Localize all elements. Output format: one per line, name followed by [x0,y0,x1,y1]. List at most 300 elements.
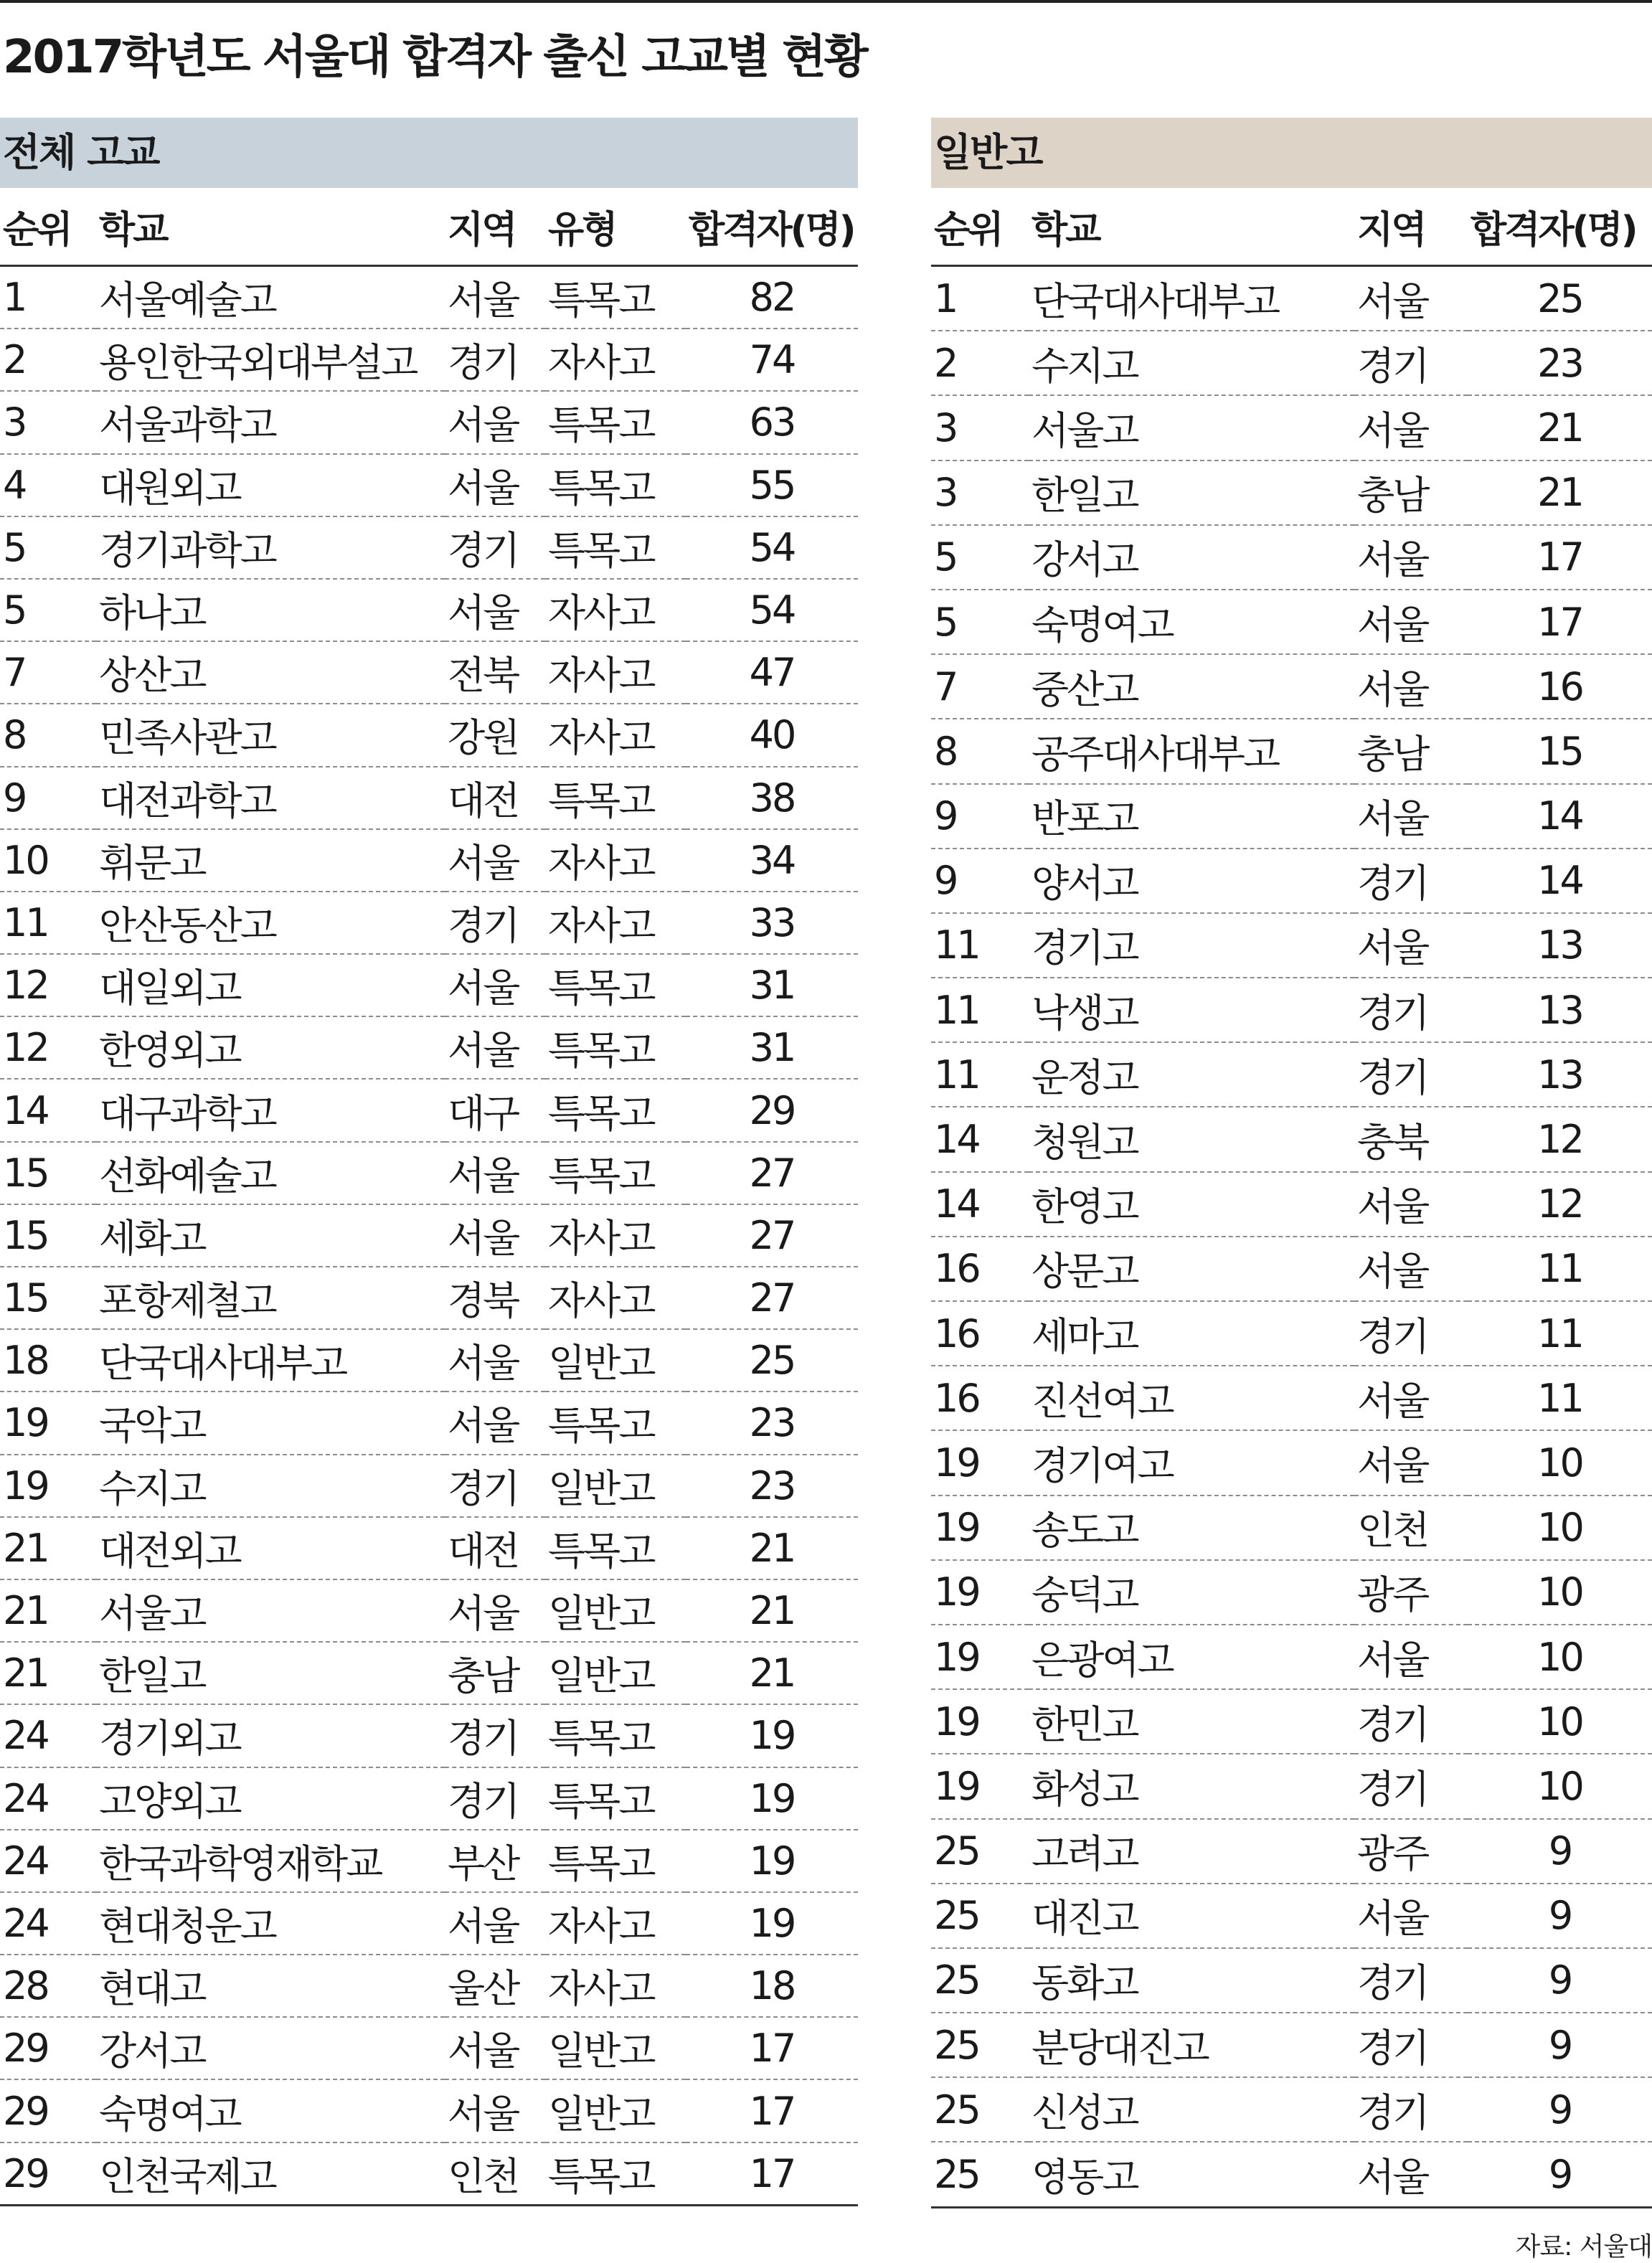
region-cell: 경기 [1354,1948,1468,2013]
school-cell: 포항제철고 [96,1267,445,1329]
type-cell: 특목고 [545,1830,686,1892]
admits-cell: 14 [1468,784,1652,849]
table-row [931,1172,1652,1237]
type-cell: 자사고 [545,704,686,766]
all-schools-heading: 전체 고교 [0,118,858,188]
all-schools-panel [0,118,858,2206]
region-cell: 서울 [445,1579,545,1642]
admits-cell: 15 [1468,719,1652,783]
school-cell: 공주대사대부고 [1029,719,1354,783]
type-cell: 일반고 [545,2079,686,2142]
admits-cell: 10 [1468,1430,1652,1495]
admits-cell: 21 [1468,395,1652,460]
admits-cell: 11 [1468,1237,1652,1301]
table-row [931,1625,1652,1689]
region-cell: 서울 [1354,1366,1468,1430]
region-cell: 인천 [1354,1496,1468,1560]
rank-cell: 21 [0,1579,96,1642]
school-cell: 중산고 [1029,654,1354,719]
rank-cell: 21 [0,1642,96,1704]
general-schools-rows [931,266,1652,2208]
school-cell: 안산동산고 [96,892,445,954]
table-row [0,1579,858,1642]
admits-cell: 19 [686,1704,858,1767]
admits-cell: 10 [1468,1496,1652,1560]
rank-cell: 3 [931,395,1029,460]
table-row [0,1704,858,1767]
col-header-rank: 순위 [931,188,1029,266]
region-cell: 대전 [445,767,545,829]
table-row [0,1517,858,1579]
admits-cell: 11 [1468,1366,1652,1430]
region-cell: 강원 [445,704,545,766]
school-cell: 수지고 [1029,331,1354,395]
rank-cell: 10 [0,829,96,892]
school-cell: 현대고 [96,1955,445,2017]
col-header-region: 지역 [445,188,545,266]
school-cell: 용인한국외대부설고 [96,329,445,391]
rank-cell: 19 [931,1496,1029,1560]
rank-cell: 12 [0,1016,96,1079]
all-schools-rows [0,266,858,2206]
rank-cell: 16 [931,1237,1029,1301]
col-header-school: 학교 [96,188,445,266]
type-cell: 특목고 [545,2142,686,2206]
admits-cell: 27 [686,1204,858,1267]
region-cell: 경기 [445,892,545,954]
region-cell: 경기 [1354,1042,1468,1107]
admits-cell: 10 [1468,1560,1652,1625]
col-header-admits: 합격자(명) [686,188,858,266]
table-row [931,2142,1652,2207]
table-row [931,1884,1652,1948]
admits-cell: 54 [686,516,858,579]
rank-cell: 25 [931,2077,1029,2142]
region-cell: 충남 [445,1642,545,1704]
admits-cell: 21 [686,1517,858,1579]
region-cell: 경기 [445,329,545,391]
type-cell: 일반고 [545,1455,686,1517]
region-cell: 충북 [1354,1107,1468,1171]
table-header-row [0,188,858,266]
school-cell: 휘문고 [96,829,445,892]
admits-cell: 16 [1468,654,1652,719]
admits-cell: 9 [1468,2077,1652,2142]
school-cell: 서울예술고 [96,266,445,329]
rank-cell: 5 [931,590,1029,654]
type-cell: 특목고 [545,1517,686,1579]
admits-cell: 13 [1468,978,1652,1042]
region-cell: 울산 [445,1955,545,2017]
rank-cell: 11 [931,913,1029,978]
rank-cell: 11 [931,1042,1029,1107]
region-cell: 서울 [445,1329,545,1392]
type-cell: 특목고 [545,454,686,516]
table-row [0,1079,858,1141]
rank-cell: 8 [931,719,1029,783]
type-cell: 자사고 [545,829,686,892]
table-row [0,892,858,954]
rank-cell: 19 [931,1689,1029,1754]
rank-cell: 25 [931,1819,1029,1884]
region-cell: 서울 [1354,1430,1468,1495]
school-cell: 인천국제고 [96,2142,445,2206]
rank-cell: 19 [931,1430,1029,1495]
type-cell: 자사고 [545,329,686,391]
school-cell: 대전외고 [96,1517,445,1579]
school-cell: 세화고 [96,1204,445,1267]
table-row [0,2017,858,2079]
region-cell: 서울 [1354,266,1468,331]
school-cell: 한민고 [1029,1689,1354,1754]
region-cell: 서울 [1354,1172,1468,1237]
rank-cell: 29 [0,2142,96,2206]
col-header-school: 학교 [1029,188,1354,266]
rank-cell: 5 [0,579,96,641]
rank-cell: 1 [931,266,1029,331]
region-cell: 경기 [445,1455,545,1517]
admits-cell: 9 [1468,1819,1652,1884]
table-row [931,266,1652,331]
admits-cell: 17 [686,2079,858,2142]
type-cell: 특목고 [545,516,686,579]
rank-cell: 5 [931,525,1029,590]
region-cell: 서울 [1354,784,1468,849]
rank-cell: 2 [0,329,96,391]
type-cell: 일반고 [545,2017,686,2079]
region-cell: 서울 [445,829,545,892]
rank-cell: 9 [0,767,96,829]
type-cell: 특목고 [545,767,686,829]
rank-cell: 7 [0,641,96,704]
type-cell: 자사고 [545,1204,686,1267]
rank-cell: 8 [0,704,96,766]
type-cell: 자사고 [545,1955,686,2017]
region-cell: 서울 [445,454,545,516]
admits-cell: 12 [1468,1172,1652,1237]
region-cell: 서울 [1354,654,1468,719]
rank-cell: 28 [0,1955,96,2017]
rank-cell: 19 [931,1754,1029,1818]
school-cell: 강서고 [1029,525,1354,590]
table-row [0,1016,858,1079]
rank-cell: 14 [0,1079,96,1141]
admits-cell: 25 [686,1329,858,1392]
region-cell: 경기 [1354,849,1468,913]
type-cell: 특목고 [545,1079,686,1141]
admits-cell: 31 [686,954,858,1016]
region-cell: 경기 [1354,331,1468,395]
table-row [931,719,1652,783]
admits-cell: 12 [1468,1107,1652,1171]
school-cell: 신성고 [1029,2077,1354,2142]
school-cell: 단국대사대부고 [1029,266,1354,331]
table-row [931,525,1652,590]
school-cell: 숙명여고 [96,2079,445,2142]
table-row [931,1560,1652,1625]
admits-cell: 27 [686,1267,858,1329]
school-cell: 하나고 [96,579,445,641]
region-cell: 경기 [1354,1689,1468,1754]
school-cell: 경기과학고 [96,516,445,579]
admits-cell: 10 [1468,1754,1652,1818]
school-cell: 대진고 [1029,1884,1354,1948]
col-header-region: 지역 [1354,188,1468,266]
admits-cell: 25 [1468,266,1652,331]
rank-cell: 15 [0,1142,96,1204]
school-cell: 대원외고 [96,454,445,516]
type-cell: 자사고 [545,641,686,704]
region-cell: 서울 [1354,1625,1468,1689]
region-cell: 서울 [1354,395,1468,460]
rank-cell: 15 [0,1267,96,1329]
region-cell: 경기 [445,1767,545,1830]
table-row [931,1366,1652,1430]
admits-cell: 38 [686,767,858,829]
table-row [0,641,858,704]
type-cell: 특목고 [545,1767,686,1830]
table-row [931,2077,1652,2142]
col-header-type: 유형 [545,188,686,266]
table-row [931,395,1652,460]
rank-cell: 25 [931,1948,1029,2013]
table-row [931,1237,1652,1301]
admits-cell: 23 [686,1455,858,1517]
table-row [0,454,858,516]
table-row [0,954,858,1016]
school-cell: 청원고 [1029,1107,1354,1171]
table-row [931,331,1652,395]
all-schools-table [0,188,858,2206]
admits-cell: 17 [1468,525,1652,590]
rank-cell: 16 [931,1301,1029,1366]
school-cell: 수지고 [96,1455,445,1517]
school-cell: 한일고 [1029,460,1354,525]
region-cell: 경기 [1354,978,1468,1042]
top-rule [0,0,1652,3]
admits-cell: 31 [686,1016,858,1079]
region-cell: 대전 [445,1517,545,1579]
page-title: 2017학년도 서울대 합격자 출신 고교별 현황 [3,31,867,84]
school-cell: 송도고 [1029,1496,1354,1560]
general-schools-heading: 일반고 [931,118,1652,188]
table-row [0,516,858,579]
rank-cell: 11 [0,892,96,954]
col-header-rank: 순위 [0,188,96,266]
admits-cell: 21 [686,1579,858,1642]
school-cell: 숭덕고 [1029,1560,1354,1625]
admits-cell: 13 [1468,1042,1652,1107]
region-cell: 경기 [445,1704,545,1767]
school-cell: 낙생고 [1029,978,1354,1042]
school-cell: 단국대사대부고 [96,1329,445,1392]
table-row [0,1955,858,2017]
admits-cell: 17 [686,2017,858,2079]
school-cell: 동화고 [1029,1948,1354,2013]
region-cell: 서울 [1354,590,1468,654]
school-cell: 한영외고 [96,1016,445,1079]
admits-cell: 9 [1468,1948,1652,2013]
type-cell: 자사고 [545,1267,686,1329]
school-cell: 분당대진고 [1029,2013,1354,2077]
rank-cell: 25 [931,2142,1029,2207]
admits-cell: 14 [1468,849,1652,913]
table-row [0,1204,858,1267]
table-row [0,329,858,391]
table-row [0,266,858,329]
table-row [0,2142,858,2206]
type-cell: 자사고 [545,1892,686,1955]
admits-cell: 54 [686,579,858,641]
region-cell: 전북 [445,641,545,704]
school-cell: 민족사관고 [96,704,445,766]
region-cell: 서울 [1354,525,1468,590]
table-row [0,1267,858,1329]
region-cell: 인천 [445,2142,545,2206]
region-cell: 충남 [1354,719,1468,783]
region-cell: 경기 [1354,1754,1468,1818]
rank-cell: 9 [931,784,1029,849]
table-row [931,1042,1652,1107]
table-header-row [931,188,1652,266]
rank-cell: 3 [931,460,1029,525]
admits-cell: 63 [686,391,858,453]
admits-cell: 74 [686,329,858,391]
school-cell: 한영고 [1029,1172,1354,1237]
admits-cell: 29 [686,1079,858,1141]
type-cell: 일반고 [545,1642,686,1704]
admits-cell: 23 [686,1392,858,1454]
type-cell: 특목고 [545,391,686,453]
admits-cell: 19 [686,1767,858,1830]
region-cell: 대구 [445,1079,545,1141]
rank-cell: 15 [0,1204,96,1267]
table-row [931,1754,1652,1818]
rank-cell: 21 [0,1517,96,1579]
school-cell: 대일외고 [96,954,445,1016]
school-cell: 한국과학영재학교 [96,1830,445,1892]
region-cell: 광주 [1354,1819,1468,1884]
table-row [931,1819,1652,1884]
admits-cell: 21 [1468,460,1652,525]
school-cell: 반포고 [1029,784,1354,849]
admits-cell: 19 [686,1830,858,1892]
region-cell: 서울 [445,1392,545,1454]
region-cell: 서울 [445,1016,545,1079]
region-cell: 서울 [445,391,545,453]
table-row [0,829,858,892]
table-row [931,1301,1652,1366]
rank-cell: 19 [0,1392,96,1454]
rank-cell: 29 [0,2017,96,2079]
school-cell: 영동고 [1029,2142,1354,2207]
admits-cell: 9 [1468,2142,1652,2207]
region-cell: 서울 [445,2017,545,2079]
school-cell: 서울고 [1029,395,1354,460]
rank-cell: 19 [931,1560,1029,1625]
rank-cell: 9 [931,849,1029,913]
school-cell: 진선여고 [1029,1366,1354,1430]
admits-cell: 9 [1468,1884,1652,1948]
table-row [931,1689,1652,1754]
school-cell: 대구과학고 [96,1079,445,1141]
table-row [931,590,1652,654]
table-row [0,1892,858,1955]
admits-cell: 19 [686,1892,858,1955]
table-row [931,913,1652,978]
table-row [931,2013,1652,2077]
admits-cell: 21 [686,1642,858,1704]
region-cell: 서울 [445,579,545,641]
type-cell: 특목고 [545,1704,686,1767]
school-cell: 선화예술고 [96,1142,445,1204]
school-cell: 양서고 [1029,849,1354,913]
school-cell: 서울과학고 [96,391,445,453]
table-row [0,1642,858,1704]
school-cell: 서울고 [96,1579,445,1642]
region-cell: 충남 [1354,460,1468,525]
admits-cell: 10 [1468,1689,1652,1754]
region-cell: 서울 [1354,1884,1468,1948]
rank-cell: 16 [931,1366,1029,1430]
table-row [931,849,1652,913]
school-cell: 고려고 [1029,1819,1354,1884]
table-row [931,1496,1652,1560]
admits-cell: 27 [686,1142,858,1204]
admits-cell: 13 [1468,913,1652,978]
table-row [0,1329,858,1392]
region-cell: 서울 [445,1204,545,1267]
type-cell: 일반고 [545,1579,686,1642]
region-cell: 서울 [1354,913,1468,978]
rank-cell: 25 [931,2013,1029,2077]
rank-cell: 29 [0,2079,96,2142]
table-row [0,1455,858,1517]
general-schools-panel [931,118,1652,2208]
rank-cell: 2 [931,331,1029,395]
school-cell: 경기여고 [1029,1430,1354,1495]
admits-cell: 17 [1468,590,1652,654]
rank-cell: 1 [0,266,96,329]
rank-cell: 14 [931,1107,1029,1171]
table-row [931,978,1652,1042]
rank-cell: 4 [0,454,96,516]
admits-cell: 11 [1468,1301,1652,1366]
admits-cell: 9 [1468,2013,1652,2077]
type-cell: 특목고 [545,1392,686,1454]
school-cell: 은광여고 [1029,1625,1354,1689]
admits-cell: 10 [1468,1625,1652,1689]
table-row [0,1392,858,1454]
rank-cell: 24 [0,1892,96,1955]
region-cell: 서울 [445,1892,545,1955]
school-cell: 상산고 [96,641,445,704]
rank-cell: 24 [0,1830,96,1892]
table-row [931,1430,1652,1495]
rank-cell: 24 [0,1704,96,1767]
region-cell: 광주 [1354,1560,1468,1625]
table-row [0,2079,858,2142]
school-cell: 한일고 [96,1642,445,1704]
region-cell: 서울 [445,2079,545,2142]
region-cell: 서울 [1354,1237,1468,1301]
rank-cell: 11 [931,978,1029,1042]
rank-cell: 14 [931,1172,1029,1237]
admits-cell: 82 [686,266,858,329]
table-row [931,654,1652,719]
region-cell: 서울 [1354,2142,1468,2207]
school-cell: 상문고 [1029,1237,1354,1301]
